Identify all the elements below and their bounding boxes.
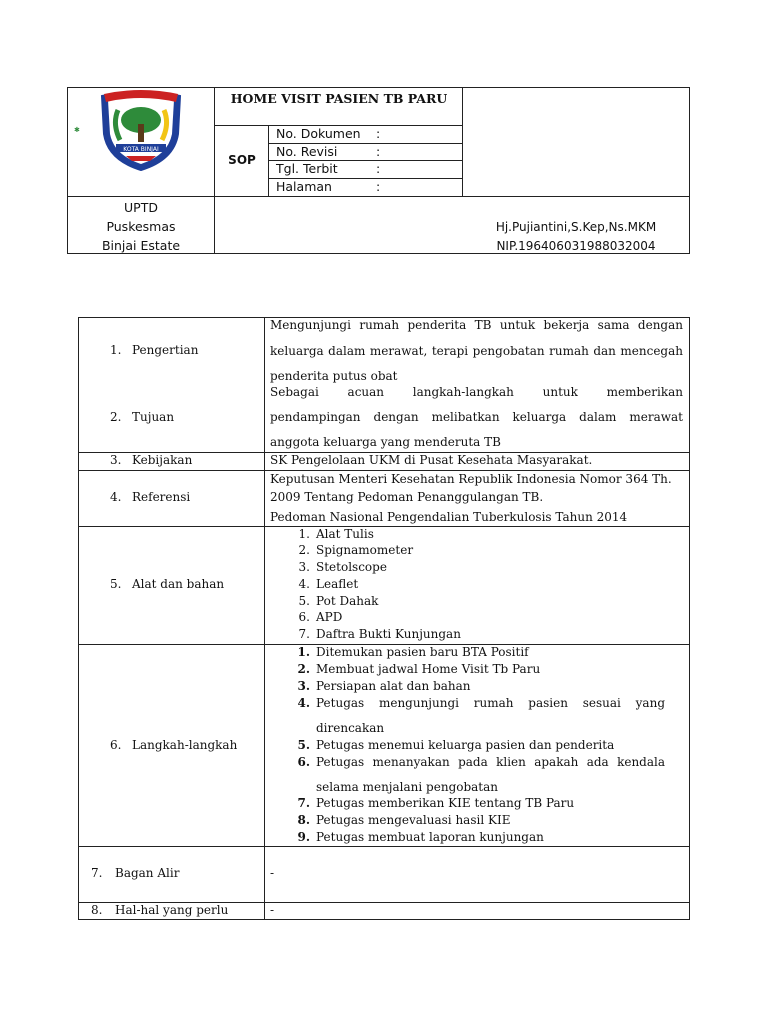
step-number: 4. — [297, 696, 310, 710]
pengertian-text: keluarga dalam merawat, terapi pengobatan rumah dan mencegah — [270, 344, 683, 358]
list-number: 1. — [298, 527, 310, 541]
step-item — [286, 830, 544, 844]
signatory-nip: NIP.196406031988032004 — [496, 239, 656, 253]
tujuan-text: anggota keluarga yang menderuta TB — [270, 435, 501, 449]
org-line: Binjai Estate — [101, 238, 181, 253]
doc-field-label: Halaman — [276, 179, 332, 194]
list-text: Spignamometer — [316, 543, 414, 557]
step-text-continued: direncakan — [316, 721, 385, 735]
section-label: Bagan Alir — [115, 866, 180, 880]
section-number: 1. — [110, 343, 122, 357]
doc-field-row — [276, 126, 380, 141]
step-text: Persiapan alat dan bahan — [316, 679, 471, 693]
kota-binjai-logo — [98, 90, 184, 172]
organization-name — [68, 198, 214, 255]
doc-field-row — [276, 161, 380, 176]
kebijakan-text: SK Pengelolaan UKM di Pusat Kesehata Masyarakat. — [270, 453, 593, 467]
step-item — [286, 813, 510, 827]
section-number: 3. — [110, 453, 122, 467]
org-line: Puskesmas — [106, 219, 176, 234]
list-text: Daftra Bukti Kunjungan — [316, 627, 461, 641]
section-number: 7. — [91, 866, 103, 880]
section-label: Kebijakan — [132, 453, 193, 467]
pengertian-text: penderita putus obat — [270, 369, 398, 383]
section-label: Referensi — [132, 490, 191, 504]
section-label: Langkah-langkah — [132, 738, 238, 752]
hal-value: - — [270, 903, 275, 917]
list-item — [286, 543, 413, 557]
step-text: Petugas menanyakan pada klien apakah ada kendala — [316, 755, 665, 769]
doc-field-colon: : — [376, 179, 381, 194]
list-text: APD — [316, 610, 343, 624]
list-item — [286, 610, 342, 624]
step-number: 3. — [297, 679, 310, 693]
list-item — [286, 594, 378, 608]
step-item — [286, 679, 471, 693]
doc-field-row — [276, 144, 380, 159]
header-divider — [462, 87, 463, 196]
doc-field-label: No. Revisi — [276, 144, 338, 159]
org-line: UPTD — [124, 200, 158, 215]
list-text: Pot Dahak — [316, 594, 379, 608]
section-number: 2. — [110, 410, 122, 424]
pengertian-text: Mengunjungi rumah penderita TB untuk bekerja sama dengan — [270, 318, 683, 332]
signatory-name: Hj.Pujiantini,S.Kep,Ns.MKM — [495, 220, 657, 234]
table-column-divider — [264, 317, 265, 920]
doc-field-row — [276, 179, 380, 194]
list-item — [286, 560, 387, 574]
referensi-text: 2009 Tentang Pedoman Penanggulangan TB. — [270, 490, 544, 504]
step-text-continued: selama menjalani pengobatan — [316, 780, 499, 794]
step-number: 6. — [297, 755, 310, 769]
list-number: 3. — [298, 560, 310, 574]
list-item — [286, 577, 358, 591]
step-item — [286, 738, 614, 752]
list-item — [286, 527, 374, 541]
list-number: 2. — [298, 543, 310, 557]
step-number: 5. — [297, 738, 310, 752]
logo-caption: KOTA BINJAI — [123, 146, 159, 153]
header-divider — [214, 87, 215, 254]
list-number: 6. — [298, 610, 310, 624]
section-number: 4. — [110, 490, 122, 504]
list-number: 7. — [298, 627, 310, 641]
step-text: Petugas menemui keluarga pasien dan penderita — [316, 738, 615, 752]
doc-field-label: Tgl. Terbit — [276, 161, 338, 176]
step-item — [286, 645, 529, 659]
list-text: Stetolscope — [316, 560, 387, 574]
tujuan-text: pendampingan dengan melibatkan keluarga dalam merawat — [270, 410, 683, 424]
step-text: Petugas mengevaluasi hasil KIE — [316, 813, 511, 827]
section-number: 6. — [110, 738, 122, 752]
step-text: Petugas mengunjungi rumah pasien sesuai yang — [316, 696, 665, 710]
step-text: Petugas memberikan KIE tentang TB Paru — [316, 796, 575, 810]
page-title: HOME VISIT PASIEN TB PARU — [230, 91, 448, 106]
bagan-value: - — [270, 866, 275, 880]
step-number: 1. — [297, 645, 310, 659]
section-label: Tujuan — [132, 410, 175, 424]
step-item — [286, 796, 574, 810]
section-number: 5. — [110, 577, 122, 591]
step-item — [286, 696, 665, 710]
referensi-text: Pedoman Nasional Pengendalian Tuberkulosis Tahun 2014 — [270, 510, 628, 524]
step-item — [286, 662, 540, 676]
section-label: Alat dan bahan — [132, 577, 225, 591]
step-item — [286, 755, 665, 769]
table-row-divider — [78, 526, 690, 527]
table-row-divider — [78, 846, 690, 847]
section-label: Pengertian — [132, 343, 199, 357]
step-text: Petugas membuat laporan kunjungan — [316, 830, 544, 844]
step-number: 2. — [297, 662, 310, 676]
doc-field-colon: : — [376, 144, 381, 159]
list-item — [286, 627, 461, 641]
table-row-divider — [78, 470, 690, 471]
list-number: 5. — [298, 594, 310, 608]
doc-field-colon: : — [376, 126, 381, 141]
signatory-block — [463, 218, 689, 256]
doc-field-colon: : — [376, 161, 381, 176]
tujuan-text: Sebagai acuan langkah-langkah untuk memberikan — [270, 385, 683, 399]
header-divider — [67, 196, 690, 197]
step-number: 7. — [297, 796, 310, 810]
step-number: 8. — [297, 813, 310, 827]
list-text: Alat Tulis — [316, 527, 374, 541]
step-text: Membuat jadwal Home Visit Tb Paru — [316, 662, 541, 676]
section-number: 8. — [91, 903, 103, 917]
small-mark-icon: ✱ — [74, 126, 80, 134]
referensi-text: Keputusan Menteri Kesehatan Republik Indonesia Nomor 364 Th. — [270, 472, 672, 486]
step-text: Ditemukan pasien baru BTA Positif — [316, 645, 529, 659]
step-number: 9. — [297, 830, 310, 844]
sop-label: SOP — [228, 153, 256, 167]
list-number: 4. — [298, 577, 310, 591]
section-label: Hal-hal yang perlu — [115, 903, 229, 917]
doc-field-label: No. Dokumen — [276, 126, 361, 141]
list-text: Leaflet — [316, 577, 359, 591]
